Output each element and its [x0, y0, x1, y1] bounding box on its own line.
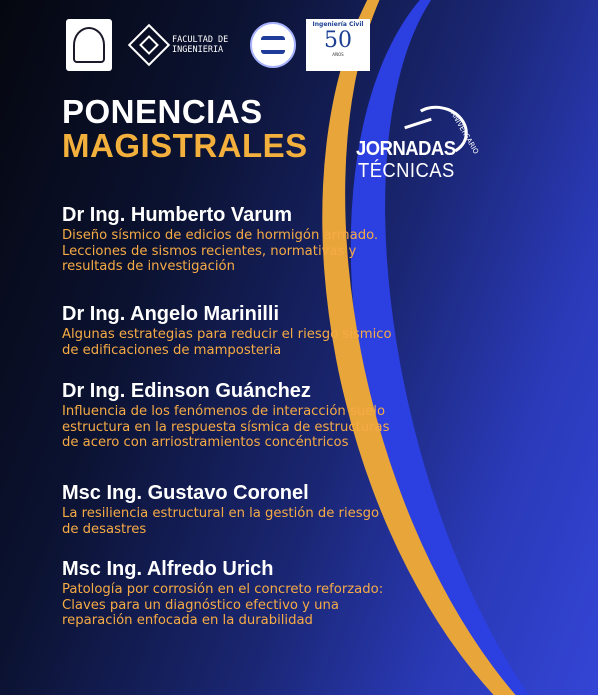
round-emblem-logo — [250, 22, 296, 68]
talk-line: Algunas estrategias para reducir el riesgo sísmico — [62, 327, 392, 342]
speaker-entry — [62, 204, 378, 275]
speaker-entry — [62, 303, 392, 358]
emblem-c-icon — [261, 36, 285, 54]
speaker-talk — [62, 506, 379, 537]
speaker-talk — [62, 404, 390, 451]
faculty-logo — [134, 30, 236, 60]
talk-line: de acero con arriostramientos concéntricos — [62, 435, 349, 451]
talk-line: resultads de investigación — [62, 259, 235, 275]
speaker-entry — [62, 558, 383, 629]
faculty-logo-text: FACULTAD DE INGENIERIA — [172, 35, 229, 55]
talk-line: Claves para un diagnóstico efectivo y una — [62, 597, 339, 613]
talk-line: reparación enfocada en la durabilidad — [62, 613, 313, 629]
university-seal-logo — [66, 19, 112, 71]
title-line-1: PONENCIAS — [62, 93, 263, 130]
badge-tecnicas: TÉCNICAS — [358, 160, 455, 182]
talk-line: de desastres — [62, 521, 147, 537]
speaker-entry — [62, 482, 379, 537]
speaker-talk — [62, 327, 392, 358]
faculty-diamond-icon — [128, 24, 170, 66]
logo-row — [66, 19, 370, 71]
talk-line: Patología por corrosión en el concreto reforzado: — [62, 582, 384, 597]
badge-jornadas: JORNADAS — [356, 138, 456, 160]
talk-line: Lecciones de sismos recientes, normativas y — [62, 243, 357, 259]
badge-aniversario: ANIVERSARIO — [449, 110, 480, 156]
speaker-name: Msc Ing. Gustavo Coronel — [62, 482, 309, 504]
speaker-name: Msc Ing. Alfredo Urich — [62, 558, 274, 580]
anniversary-50-logo — [306, 19, 370, 71]
speaker-name: Dr Ing. Angelo Marinilli — [62, 303, 280, 325]
anniversary-logo-number: 50 — [324, 28, 352, 53]
speaker-entry — [62, 380, 390, 451]
talk-line: Influencia de los fenómenos de interacción suelo — [62, 404, 386, 419]
page-title — [62, 95, 308, 163]
anniversary-logo-word: AÑOS — [332, 52, 344, 57]
talk-line: Diseño sísmico de edicios de hormigón armado. — [62, 228, 379, 243]
speaker-name: Dr Ing. Edinson Guánchez — [62, 380, 311, 402]
talk-line: La resiliencia estructural en la gestión de riesgo — [62, 506, 380, 521]
talk-line: de edificaciones de mamposteria — [62, 342, 282, 358]
speaker-talk — [62, 582, 383, 629]
speaker-name: Dr Ing. Humberto Varum — [62, 204, 293, 226]
anniversary-logo-title: Ingeniería Civil — [312, 21, 364, 28]
talk-line: estructura en la respuesta sísmica de estructuras — [62, 419, 390, 435]
jornadas-tecnicas-badge — [356, 110, 486, 186]
speaker-talk — [62, 228, 378, 275]
title-line-2: MAGISTRALES — [62, 127, 308, 164]
